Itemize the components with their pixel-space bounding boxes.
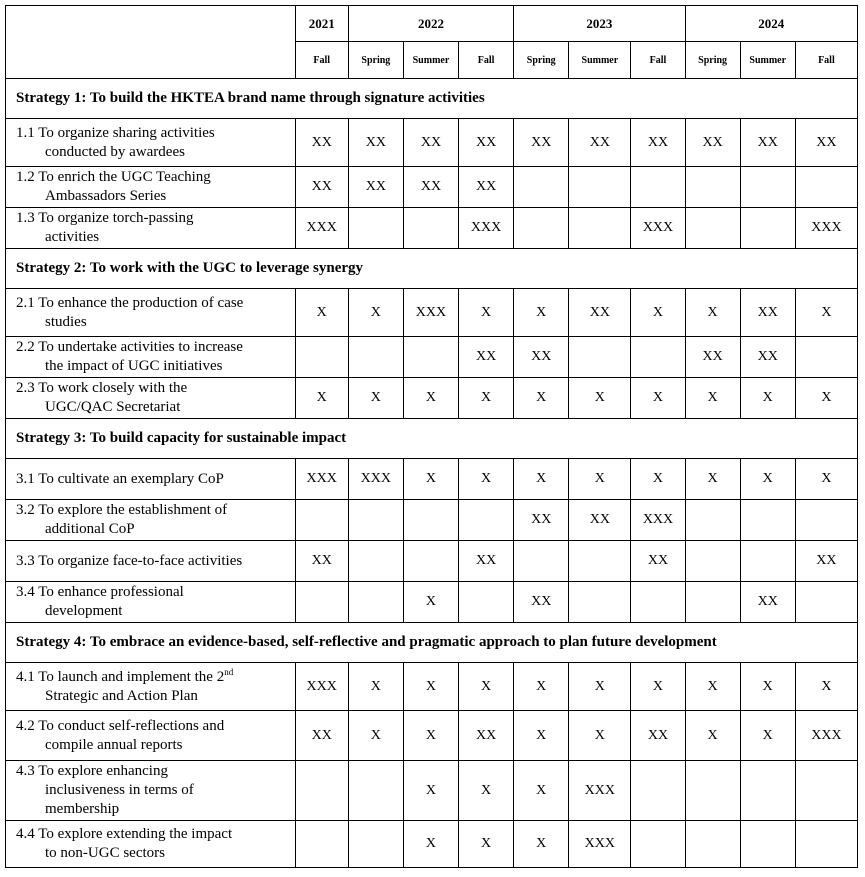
schedule-cell: X bbox=[685, 711, 740, 761]
table-row bbox=[6, 459, 858, 500]
schedule-cell bbox=[348, 337, 403, 378]
schedule-cell: XXX bbox=[348, 459, 403, 500]
schedule-cell bbox=[348, 821, 403, 868]
action-label bbox=[6, 500, 296, 541]
schedule-cell: X bbox=[403, 711, 458, 761]
schedule-cell: X bbox=[348, 289, 403, 337]
schedule-cell: X bbox=[403, 459, 458, 500]
year-header-2023: 2023 bbox=[514, 6, 685, 42]
action-label-line2: UGC/QAC Secretariat bbox=[45, 399, 181, 415]
schedule-cell: XX bbox=[514, 337, 569, 378]
term-header: Summer bbox=[740, 42, 795, 79]
strategy-row bbox=[6, 249, 858, 289]
year-header-row bbox=[6, 6, 858, 42]
schedule-cell: XX bbox=[740, 119, 795, 167]
strategy-row bbox=[6, 79, 858, 119]
schedule-cell bbox=[631, 337, 685, 378]
table-row bbox=[6, 167, 858, 208]
action-label-line2: activities bbox=[45, 229, 100, 245]
schedule-cell: X bbox=[514, 663, 569, 711]
schedule-cell bbox=[569, 337, 631, 378]
action-label-line1: 3.4 To enhance professional bbox=[16, 584, 184, 600]
schedule-cell: X bbox=[685, 378, 740, 419]
schedule-cell: X bbox=[403, 663, 458, 711]
schedule-cell: XX bbox=[569, 500, 631, 541]
schedule-cell: X bbox=[795, 289, 857, 337]
action-label bbox=[6, 711, 296, 761]
action-label bbox=[6, 541, 296, 582]
action-label bbox=[6, 761, 296, 821]
schedule-cell: XX bbox=[348, 119, 403, 167]
schedule-cell: XX bbox=[795, 541, 857, 582]
schedule-cell: X bbox=[569, 459, 631, 500]
action-label-line1: 3.2 To explore the establishment of bbox=[16, 502, 228, 518]
schedule-cell bbox=[631, 167, 685, 208]
schedule-cell: XXX bbox=[569, 761, 631, 821]
schedule-cell: XX bbox=[295, 541, 348, 582]
schedule-cell: XXX bbox=[403, 289, 458, 337]
schedule-cell: XX bbox=[631, 711, 685, 761]
action-label bbox=[6, 119, 296, 167]
schedule-cell: X bbox=[631, 459, 685, 500]
schedule-cell: X bbox=[514, 289, 569, 337]
schedule-cell bbox=[514, 541, 569, 582]
schedule-cell: X bbox=[795, 378, 857, 419]
strategy-title: Strategy 2: To work with the UGC to leverage synergy bbox=[6, 249, 858, 289]
schedule-cell: XX bbox=[403, 119, 458, 167]
term-header: Spring bbox=[514, 42, 569, 79]
action-label-line1: 2.2 To undertake activities to increase bbox=[16, 339, 243, 355]
schedule-cell: XXX bbox=[631, 208, 685, 249]
schedule-cell: X bbox=[514, 378, 569, 419]
schedule-cell: XX bbox=[295, 711, 348, 761]
schedule-cell: XX bbox=[569, 289, 631, 337]
schedule-cell bbox=[631, 761, 685, 821]
schedule-cell bbox=[795, 500, 857, 541]
schedule-cell: X bbox=[348, 663, 403, 711]
schedule-cell bbox=[348, 541, 403, 582]
schedule-cell bbox=[459, 582, 514, 623]
schedule-cell bbox=[795, 821, 857, 868]
schedule-cell: X bbox=[795, 459, 857, 500]
action-label-line1: 3.3 To organize face-to-face activities bbox=[16, 552, 243, 569]
schedule-cell: XX bbox=[740, 337, 795, 378]
schedule-cell bbox=[740, 541, 795, 582]
schedule-cell: XXX bbox=[295, 459, 348, 500]
action-label-line2: compile annual reports bbox=[45, 736, 183, 753]
schedule-cell: X bbox=[740, 378, 795, 419]
schedule-cell: XX bbox=[740, 582, 795, 623]
term-header: Spring bbox=[685, 42, 740, 79]
schedule-cell: X bbox=[740, 711, 795, 761]
table-row bbox=[6, 821, 858, 868]
schedule-cell: XX bbox=[295, 167, 348, 208]
action-label-line1: 4.1 To launch and implement the 2 bbox=[16, 668, 225, 685]
schedule-cell: X bbox=[348, 711, 403, 761]
table-row bbox=[6, 500, 858, 541]
schedule-cell: XX bbox=[295, 119, 348, 167]
ordinal-superscript: nd bbox=[224, 666, 234, 677]
schedule-cell: X bbox=[348, 378, 403, 419]
schedule-cell: XX bbox=[685, 119, 740, 167]
schedule-cell: X bbox=[403, 821, 458, 868]
schedule-cell bbox=[685, 541, 740, 582]
header-blank-cell bbox=[6, 6, 296, 79]
schedule-cell: X bbox=[403, 582, 458, 623]
schedule-cell: X bbox=[295, 289, 348, 337]
schedule-cell bbox=[740, 821, 795, 868]
schedule-cell: XXX bbox=[295, 663, 348, 711]
schedule-cell bbox=[295, 337, 348, 378]
schedule-cell bbox=[348, 582, 403, 623]
table-row bbox=[6, 761, 858, 821]
schedule-cell: X bbox=[740, 459, 795, 500]
schedule-cell: XXX bbox=[459, 208, 514, 249]
action-label bbox=[6, 167, 296, 208]
schedule-cell bbox=[685, 761, 740, 821]
schedule-cell: X bbox=[631, 378, 685, 419]
schedule-cell bbox=[295, 821, 348, 868]
schedule-cell bbox=[685, 167, 740, 208]
schedule-cell: X bbox=[514, 459, 569, 500]
year-header-2022: 2022 bbox=[348, 6, 513, 42]
schedule-cell: X bbox=[459, 459, 514, 500]
schedule-cell: XX bbox=[459, 337, 514, 378]
strategy-title: Strategy 1: To build the HKTEA brand name through signature activities bbox=[6, 79, 858, 119]
schedule-cell: XX bbox=[403, 167, 458, 208]
action-label-line1: 3.1 To cultivate an exemplary CoP bbox=[16, 470, 224, 487]
term-header: Fall bbox=[795, 42, 857, 79]
schedule-cell: XX bbox=[459, 541, 514, 582]
term-header: Fall bbox=[459, 42, 514, 79]
schedule-cell bbox=[403, 337, 458, 378]
schedule-cell: X bbox=[795, 663, 857, 711]
schedule-cell bbox=[459, 500, 514, 541]
schedule-cell bbox=[795, 582, 857, 623]
schedule-cell: XX bbox=[514, 500, 569, 541]
schedule-cell bbox=[403, 208, 458, 249]
schedule-cell bbox=[348, 500, 403, 541]
action-label-line2: development bbox=[45, 603, 123, 619]
action-label-line3: membership bbox=[45, 801, 120, 817]
schedule-cell bbox=[631, 821, 685, 868]
action-label bbox=[6, 582, 296, 623]
action-label-line2: studies bbox=[45, 313, 87, 330]
schedule-cell: XX bbox=[685, 337, 740, 378]
action-label-line1: 2.1 To enhance the production of case bbox=[16, 294, 244, 311]
table-row bbox=[6, 337, 858, 378]
schedule-cell: XX bbox=[795, 119, 857, 167]
schedule-cell: XXX bbox=[795, 711, 857, 761]
schedule-cell bbox=[740, 167, 795, 208]
action-label-line1: 2.3 To work closely with the bbox=[16, 380, 188, 396]
schedule-cell: X bbox=[459, 761, 514, 821]
schedule-cell: XX bbox=[459, 711, 514, 761]
schedule-cell: XX bbox=[631, 541, 685, 582]
table-row bbox=[6, 541, 858, 582]
action-label-line2: Strategic and Action Plan bbox=[45, 687, 198, 704]
schedule-cell: X bbox=[514, 821, 569, 868]
term-header: Spring bbox=[348, 42, 403, 79]
schedule-cell: X bbox=[685, 663, 740, 711]
action-label-line1: 1.3 To organize torch-passing bbox=[16, 210, 194, 226]
action-label bbox=[6, 208, 296, 249]
schedule-cell bbox=[514, 208, 569, 249]
action-label-line2: conducted by awardees bbox=[45, 143, 185, 160]
schedule-cell bbox=[514, 167, 569, 208]
strategic-plan-table bbox=[5, 5, 858, 868]
action-label bbox=[6, 337, 296, 378]
schedule-cell: X bbox=[295, 378, 348, 419]
strategy-row bbox=[6, 623, 858, 663]
term-header: Summer bbox=[569, 42, 631, 79]
schedule-cell: X bbox=[569, 378, 631, 419]
action-label-line1: 1.2 To enrich the UGC Teaching bbox=[16, 169, 211, 185]
schedule-cell: XX bbox=[569, 119, 631, 167]
schedule-cell: XXX bbox=[795, 208, 857, 249]
schedule-cell: X bbox=[459, 378, 514, 419]
schedule-cell: X bbox=[403, 378, 458, 419]
table-row bbox=[6, 711, 858, 761]
schedule-cell bbox=[795, 167, 857, 208]
schedule-cell: XXX bbox=[569, 821, 631, 868]
schedule-cell bbox=[795, 761, 857, 821]
schedule-cell bbox=[403, 541, 458, 582]
schedule-cell bbox=[569, 541, 631, 582]
strategy-title: Strategy 3: To build capacity for sustainable impact bbox=[6, 419, 858, 459]
schedule-cell: X bbox=[631, 289, 685, 337]
table-row bbox=[6, 663, 858, 711]
schedule-cell: XX bbox=[631, 119, 685, 167]
year-header-2024: 2024 bbox=[685, 6, 857, 42]
table-row bbox=[6, 378, 858, 419]
schedule-cell: X bbox=[569, 663, 631, 711]
schedule-cell bbox=[569, 582, 631, 623]
schedule-cell: X bbox=[569, 711, 631, 761]
schedule-cell bbox=[685, 208, 740, 249]
strategy-row bbox=[6, 419, 858, 459]
term-header: Fall bbox=[295, 42, 348, 79]
schedule-cell: X bbox=[685, 459, 740, 500]
term-header: Fall bbox=[631, 42, 685, 79]
table-row bbox=[6, 119, 858, 167]
schedule-cell bbox=[740, 761, 795, 821]
strategy-title: Strategy 4: To embrace an evidence-based, self-reflective and pragmatic approach to plan future development bbox=[6, 623, 858, 663]
schedule-cell bbox=[569, 167, 631, 208]
action-label-line2: inclusiveness in terms of bbox=[45, 782, 194, 798]
schedule-cell: X bbox=[459, 289, 514, 337]
schedule-cell bbox=[295, 500, 348, 541]
schedule-cell bbox=[795, 337, 857, 378]
action-label bbox=[6, 663, 296, 711]
schedule-cell: X bbox=[740, 663, 795, 711]
action-label bbox=[6, 289, 296, 337]
schedule-cell: XX bbox=[459, 167, 514, 208]
action-label bbox=[6, 459, 296, 500]
table-row bbox=[6, 582, 858, 623]
schedule-cell: XX bbox=[514, 119, 569, 167]
schedule-cell bbox=[631, 582, 685, 623]
schedule-cell bbox=[740, 500, 795, 541]
schedule-cell: X bbox=[459, 821, 514, 868]
schedule-cell: XX bbox=[459, 119, 514, 167]
action-label-line1: 1.1 To organize sharing activities bbox=[16, 124, 215, 141]
schedule-cell: XXX bbox=[295, 208, 348, 249]
action-label bbox=[6, 821, 296, 868]
schedule-cell: XX bbox=[514, 582, 569, 623]
action-label-line2: the impact of UGC initiatives bbox=[45, 358, 223, 374]
schedule-cell: X bbox=[514, 711, 569, 761]
table-row bbox=[6, 208, 858, 249]
action-label-line1: 4.3 To explore enhancing bbox=[16, 763, 168, 779]
plan-body bbox=[6, 79, 858, 868]
schedule-cell bbox=[685, 582, 740, 623]
schedule-cell bbox=[685, 821, 740, 868]
schedule-cell: XXX bbox=[631, 500, 685, 541]
schedule-cell bbox=[295, 761, 348, 821]
schedule-cell bbox=[348, 761, 403, 821]
schedule-cell bbox=[403, 500, 458, 541]
term-header: Summer bbox=[403, 42, 458, 79]
action-label-line2: additional CoP bbox=[45, 521, 135, 537]
schedule-cell: X bbox=[403, 761, 458, 821]
table-row bbox=[6, 289, 858, 337]
action-label-line2: to non-UGC sectors bbox=[45, 845, 165, 861]
action-label-line1: 4.2 To conduct self-reflections and bbox=[16, 717, 225, 734]
year-header-2021: 2021 bbox=[295, 6, 348, 42]
schedule-cell bbox=[685, 500, 740, 541]
schedule-cell: X bbox=[685, 289, 740, 337]
action-label-line2: Ambassadors Series bbox=[45, 188, 167, 204]
schedule-cell bbox=[740, 208, 795, 249]
schedule-cell bbox=[295, 582, 348, 623]
schedule-cell: X bbox=[459, 663, 514, 711]
schedule-cell: XX bbox=[348, 167, 403, 208]
schedule-cell: X bbox=[514, 761, 569, 821]
action-label bbox=[6, 378, 296, 419]
action-label-line1: 4.4 To explore extending the impact bbox=[16, 826, 233, 842]
schedule-cell: X bbox=[631, 663, 685, 711]
schedule-cell bbox=[569, 208, 631, 249]
schedule-cell bbox=[348, 208, 403, 249]
schedule-cell: XX bbox=[740, 289, 795, 337]
